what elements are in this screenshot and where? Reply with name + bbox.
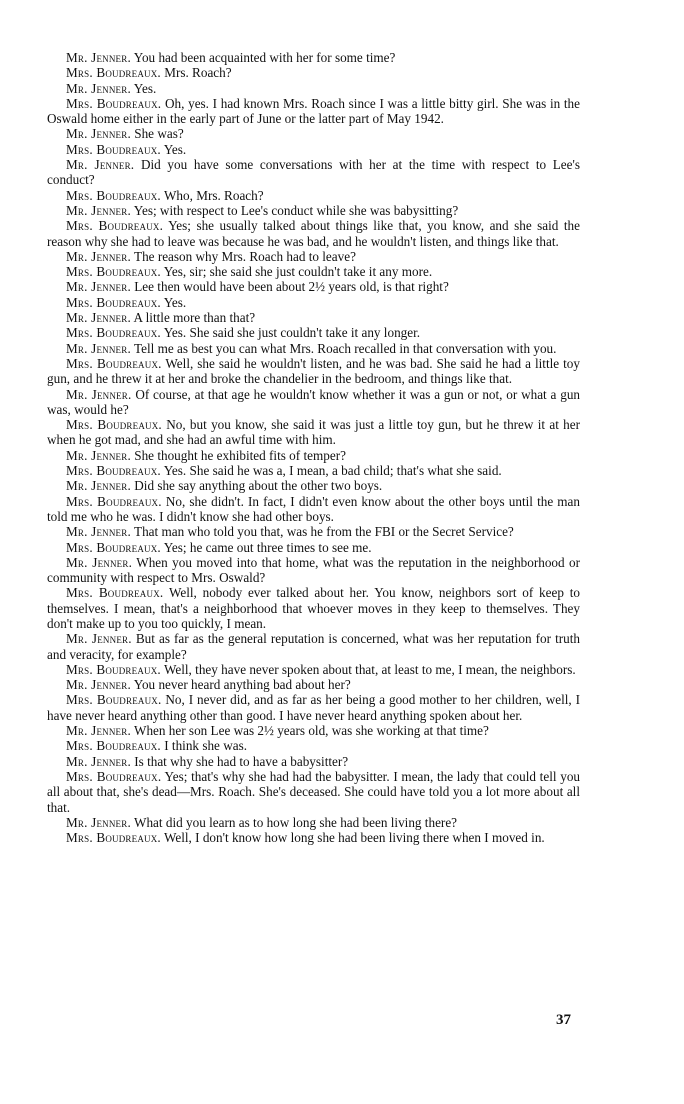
speaker-name: Mr. Jenner. <box>66 248 131 264</box>
testimony-paragraph <box>47 524 580 539</box>
testimony-paragraph <box>47 417 580 448</box>
statement-text: Yes. <box>133 80 157 96</box>
speaker-name: Mrs. Boudreaux. <box>66 539 161 555</box>
speaker-name: Mrs. Boudreaux. <box>66 294 161 310</box>
statement-text: Well, I don't know how long she had been living there when I moved in. <box>163 830 545 846</box>
statement-text: Yes. She said she just couldn't take it any longer. <box>163 325 421 341</box>
speaker-name: Mrs. Boudreaux. <box>66 417 162 433</box>
speaker-name: Mr. Jenner. <box>66 631 132 647</box>
speaker-name: Mr. Jenner. <box>66 554 133 570</box>
testimony-paragraph <box>47 677 580 692</box>
testimony-paragraph <box>47 126 580 141</box>
statement-text: Tell me as best you can what Mrs. Roach recalled in that conversation with you. <box>134 340 557 356</box>
testimony-paragraph <box>47 295 580 310</box>
speaker-name: Mr. Jenner. <box>66 340 131 356</box>
transcript-body <box>47 50 580 845</box>
speaker-name: Mrs. Boudreaux. <box>66 830 161 846</box>
testimony-paragraph <box>47 662 580 677</box>
statement-text: Well, she said he wouldn't listen, and he was bad. She said he had a little toy gun, and he threw it at her and broke the chandelier in the bedroom, and things like that. <box>47 355 580 387</box>
statement-text: Yes. She said he was a, I mean, a bad child; that's what she said. <box>163 463 502 479</box>
page-number: 37 <box>556 1012 571 1028</box>
speaker-name: Mrs. Boudreaux. <box>66 218 164 234</box>
statement-text: When you moved into that home, what was the reputation in the neighborhood or community with respect to Mrs. Oswald? <box>47 554 581 586</box>
speaker-name: Mr. Jenner. <box>66 386 132 402</box>
testimony-paragraph <box>47 754 580 769</box>
statement-text: Oh, yes. I had known Mrs. Roach since I was a little bitty girl. She was in the Oswald home either in the early part of June or the latter part of May 1942. <box>47 95 581 127</box>
statement-text: Yes; he came out three times to see me. <box>163 539 372 555</box>
speaker-name: Mr. Jenner. <box>66 157 135 173</box>
testimony-paragraph <box>47 463 580 478</box>
speaker-name: Mr. Jenner. <box>66 310 131 326</box>
testimony-paragraph <box>47 494 580 525</box>
statement-text: Did she say anything about the other two boys. <box>134 478 383 494</box>
statement-text: Mrs. Roach? <box>164 65 232 81</box>
testimony-paragraph <box>47 65 580 80</box>
speaker-name: Mrs. Boudreaux. <box>66 738 161 754</box>
statement-text: You had been acquainted with her for some time? <box>133 50 396 65</box>
speaker-name: Mrs. Boudreaux. <box>66 768 162 784</box>
testimony-paragraph <box>47 188 580 203</box>
speaker-name: Mrs. Boudreaux. <box>66 325 161 341</box>
testimony-paragraph <box>47 555 580 586</box>
speaker-name: Mrs. Boudreaux. <box>66 264 161 280</box>
speaker-name: Mrs. Boudreaux. <box>66 692 162 708</box>
speaker-name: Mr. Jenner. <box>66 478 131 494</box>
statement-text: No, but you know, she said it was just a little toy gun, but he threw it at her when he got mad, and she had an awful time with him. <box>47 417 581 448</box>
statement-text: Who, Mrs. Roach? <box>163 187 264 203</box>
statement-text: You never heard anything bad about her? <box>133 677 351 693</box>
testimony-paragraph <box>47 96 580 127</box>
testimony-paragraph <box>47 830 580 845</box>
testimony-paragraph <box>47 157 580 188</box>
testimony-paragraph <box>47 723 580 738</box>
testimony-paragraph <box>47 325 580 340</box>
statement-text: Lee then would have been about 2½ years old, is that right? <box>134 279 449 295</box>
statement-text: Well, they have never spoken about that, at least to me, I mean, the neighbors. <box>163 661 576 677</box>
statement-text: Did you have some conversations with her at the time with respect to Lee's conduct? <box>47 157 580 188</box>
speaker-name: Mrs. Boudreaux. <box>66 661 161 677</box>
statement-text: What did you learn as to how long she had been living there? <box>134 814 458 830</box>
statement-text: Yes; that's why she had had the babysitter. I mean, the lady that could tell you all about that, she's dead—Mrs. Roach. She's deceased. She could have told you a lot more about all that. <box>47 768 581 815</box>
testimony-paragraph <box>47 769 580 815</box>
statement-text: I think she was. <box>164 738 247 754</box>
testimony-paragraph <box>47 279 580 294</box>
speaker-name: Mrs. Boudreaux. <box>66 585 164 601</box>
speaker-name: Mr. Jenner. <box>66 447 131 463</box>
statement-text: No, I never did, and as far as her being a good mother to her children, well, I have never heard anything other than good. I have never heard anything spoken about her. <box>47 692 581 723</box>
testimony-paragraph <box>47 356 580 387</box>
speaker-name: Mrs. Boudreaux. <box>66 463 161 479</box>
speaker-name: Mr. Jenner. <box>66 524 131 540</box>
statement-text: That man who told you that, was he from the FBI or the Secret Service? <box>134 524 514 540</box>
testimony-paragraph <box>47 540 580 555</box>
testimony-paragraph <box>47 387 580 418</box>
statement-text: Well, nobody ever talked about her. You know, neighbors sort of keep to themselves. I mean, that's a neighborhood that whoever moves in they keep to themselves. They don't make up to you too quickly, I mean. <box>47 585 580 631</box>
testimony-paragraph <box>47 264 580 279</box>
testimony-paragraph <box>47 142 580 157</box>
statement-text: Yes; with respect to Lee's conduct while she was babysitting? <box>133 202 459 218</box>
speaker-name: Mr. Jenner. <box>66 279 131 295</box>
statement-text: She was? <box>134 126 184 142</box>
speaker-name: Mr. Jenner. <box>66 753 131 769</box>
statement-text: No, she didn't. In fact, I didn't even know about the other boys until the man told me who he was. I didn't know she had other boys. <box>47 493 581 524</box>
speaker-name: Mr. Jenner. <box>66 50 131 65</box>
statement-text: But as far as the general reputation is concerned, what was her reputation for truth and veracity, for example? <box>47 631 581 662</box>
testimony-paragraph <box>47 585 580 631</box>
statement-text: Yes, sir; she said she just couldn't take it any more. <box>163 264 433 280</box>
statement-text: When her son Lee was 2½ years old, was she working at that time? <box>134 723 489 739</box>
statement-text: The reason why Mrs. Roach had to leave? <box>134 248 356 264</box>
statement-text: Yes; she usually talked about things like that, you know, and she said the reason why she had to leave was because he was bad, and he wouldn't listen, and things like that. <box>47 218 580 249</box>
testimony-paragraph <box>47 50 580 65</box>
testimony-paragraph <box>47 218 580 249</box>
testimony-paragraph <box>47 478 580 493</box>
testimony-paragraph <box>47 81 580 96</box>
speaker-name: Mrs. Boudreaux. <box>66 493 162 509</box>
testimony-paragraph <box>47 310 580 325</box>
testimony-paragraph <box>47 203 580 218</box>
testimony-paragraph <box>47 448 580 463</box>
statement-text: Yes. <box>163 141 187 157</box>
statement-text: Yes. <box>163 294 187 310</box>
statement-text: Is that why she had to have a babysitter? <box>134 753 349 769</box>
speaker-name: Mrs. Boudreaux. <box>66 95 162 111</box>
speaker-name: Mrs. Boudreaux. <box>66 65 161 81</box>
testimony-paragraph <box>47 738 580 753</box>
testimony-paragraph <box>47 341 580 356</box>
speaker-name: Mr. Jenner. <box>66 202 131 218</box>
statement-text: She thought he exhibited fits of temper? <box>134 447 346 463</box>
speaker-name: Mr. Jenner. <box>66 723 131 739</box>
testimony-paragraph <box>47 249 580 264</box>
testimony-paragraph <box>47 631 580 662</box>
speaker-name: Mr. Jenner. <box>66 126 131 142</box>
speaker-name: Mr. Jenner. <box>66 814 131 830</box>
statement-text: A little more than that? <box>133 310 256 326</box>
speaker-name: Mr. Jenner. <box>66 80 131 96</box>
speaker-name: Mrs. Boudreaux. <box>66 187 161 203</box>
speaker-name: Mrs. Boudreaux. <box>66 141 161 157</box>
testimony-paragraph <box>47 815 580 830</box>
speaker-name: Mr. Jenner. <box>66 677 131 693</box>
statement-text: Of course, at that age he wouldn't know whether it was a gun or not, or what a gun was, would he? <box>47 386 581 417</box>
speaker-name: Mrs. Boudreaux. <box>66 355 162 371</box>
testimony-paragraph <box>47 692 580 723</box>
